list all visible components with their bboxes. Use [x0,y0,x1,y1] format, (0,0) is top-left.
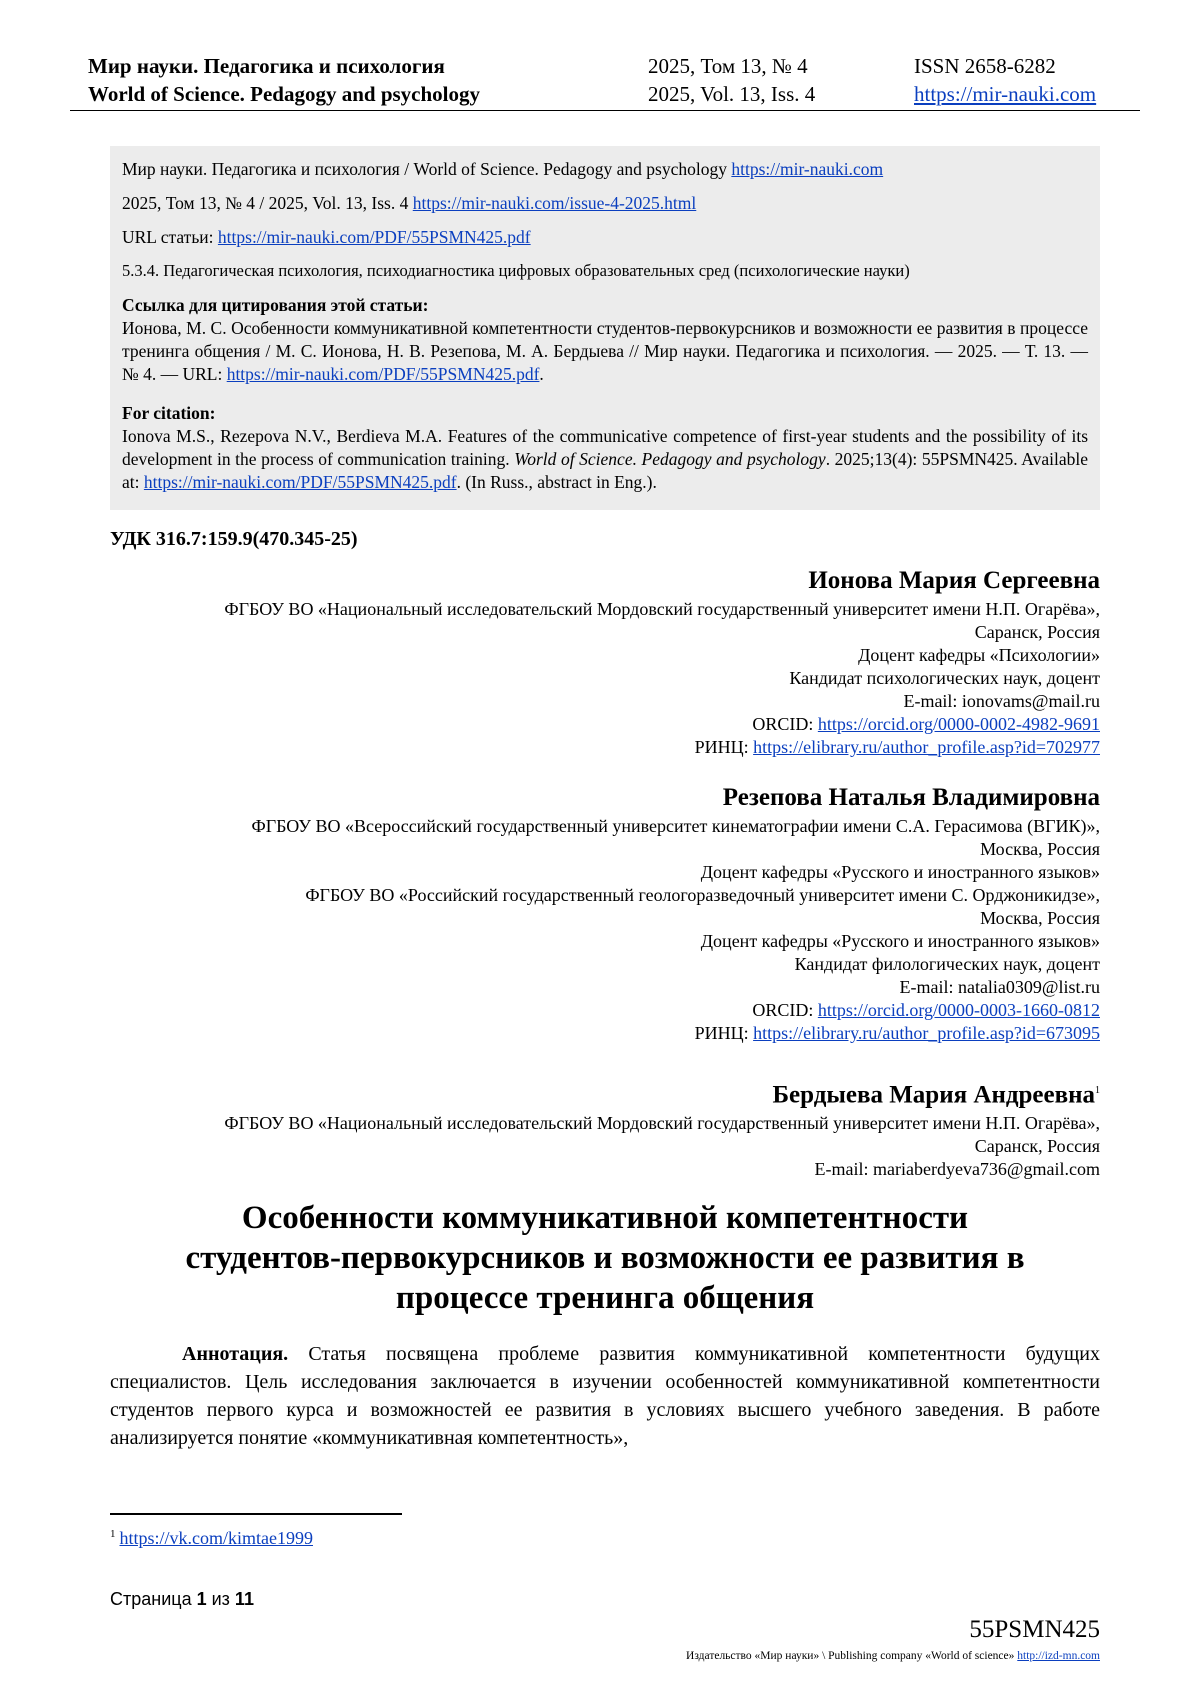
author-block-1 [224,564,1100,759]
orcid-link[interactable]: https://orcid.org/0000-0003-1660-0812 [817,1000,1100,1020]
author-email: E-mail: mariaberdyeva736@gmail.com [814,1159,1100,1180]
author-name: Ионова Мария Сергеевна [808,567,1100,594]
author-city: Саранск, Россия [974,622,1100,642]
title-line-2: студентов-первокурсников и возможности ее развития в [185,1240,1025,1276]
footnote-mark[interactable]: 1 [1095,1085,1100,1096]
author-degree: Кандидат филологических наук, доцент [794,954,1100,974]
author-block-3 [224,1074,1100,1181]
author-rinc [224,736,1100,759]
issn-block [914,52,1096,108]
info-issue-link[interactable]: https://mir-nauki.com/issue-4-2025.html [412,193,697,213]
abstract-label: Аннотация. [182,1343,289,1365]
citation-en-heading: For citation: [122,403,216,423]
info-issue-line [122,192,696,214]
info-journal-link[interactable]: https://mir-nauki.com [731,159,884,179]
page-middle: из [206,1589,235,1609]
info-specialty-line: 5.3.4. Педагогическая психология, психодиагностика цифровых образовательных сред (психологические науки) [122,261,910,280]
orcid-link[interactable]: https://orcid.org/0000-0002-4982-9691 [817,714,1100,734]
article-code: 55PSMN425 [969,1616,1100,1643]
rinc-link[interactable]: https://elibrary.ru/author_profile.asp?id=673095 [753,1023,1100,1043]
page-prefix: Страница [110,1589,197,1609]
page-counter [110,1589,254,1610]
info-journal-text: Мир науки. Педагогика и психология / World of Science. Pedagogy and psychology [122,159,732,179]
citation-ru-link[interactable]: https://mir-nauki.com/PDF/55PSMN425.pdf [226,364,540,384]
rinc-label: РИНЦ: [694,737,754,757]
issue-ru: 2025, Том 13, № 4 [648,54,808,78]
author-email: E-mail: natalia0309@list.ru [899,977,1100,997]
author-rinc [251,1022,1100,1045]
abstract-text: Статья посвящена проблеме развития коммуникативной компетентности будущих специалистов. Цель исследования заключается в изучении особенностей коммуникативной компетентности студентов первого курса и возможностей ее развития в условиях высшего учебного заведения. В работе анализируется понятие «коммуникативная компетентность», [110,1343,1100,1449]
citation-ru [122,294,1088,386]
citation-en-end: . (In Russ., abstract in Eng.). [456,472,657,492]
author-position: Доцент кафедры «Русского и иностранного языков» [700,862,1100,882]
site-link[interactable]: https://mir-nauki.com [914,82,1097,106]
orcid-label: ORCID: [752,714,818,734]
citation-en-link[interactable]: https://mir-nauki.com/PDF/55PSMN425.pdf [143,472,457,492]
info-issue-text: 2025, Том 13, № 4 / 2025, Vol. 13, Iss. 4 [122,193,413,213]
issue-en: 2025, Vol. 13, Iss. 4 [648,82,816,106]
author-orcid [224,713,1100,736]
author-affiliation: ФГБОУ ВО «Национальный исследовательский Мордовский государственный университет имени Н.П. Огарёва», [224,599,1100,619]
author-email: E-mail: ionovams@mail.ru [903,691,1100,711]
page-total: 11 [234,1589,254,1609]
info-article-link[interactable]: https://mir-nauki.com/PDF/55PSMN425.pdf [217,227,531,247]
author-affiliation: ФГБОУ ВО «Национальный исследовательский Мордовский государственный университет имени Н.П. Огарёва», [224,1113,1100,1134]
author-orcid [251,999,1100,1022]
author-name: Бердыева Мария Андреевна [772,1081,1095,1109]
author-block-2 [251,781,1100,1045]
journal-title-block [88,52,480,108]
info-journal-line [122,158,883,180]
article-info-box [110,146,1100,510]
info-url-line [122,226,531,248]
author-city-2: Москва, Россия [980,908,1100,928]
author-name: Резепова Наталья Владимировна [722,784,1100,811]
citation-ru-text: Ионова, М. С. Особенности коммуникативной компетентности студентов-первокурсников и возможности ее развития в процессе тренинга общения / М. С. Ионова, Н. В. Резепова, М. А. Бердыева // Мир науки. Педагогика и психология. — 2025. — Т. 13. — № 4. — URL: [122,318,1088,384]
issue-block [648,52,815,108]
footnote-link[interactable]: https://vk.com/kimtae1999 [119,1528,313,1548]
author-position-2: Доцент кафедры «Русского и иностранного языков» [700,931,1100,951]
author-affiliation-2: ФГБОУ ВО «Российский государственный геологоразведочный университет имени С. Орджоникидзе», [305,885,1100,905]
citation-en-text1: Ionova M.S., Rezepova N.V., Berdieva M.A. Features of the communicative competence of first-year students and the possibility of its development in the process of communication training. [122,426,1088,469]
author-city: Саранск, Россия [974,1136,1100,1157]
citation-ru-end: . [539,364,544,384]
publisher-line [686,1650,1100,1662]
info-url-label: URL статьи: [122,227,218,247]
rinc-link[interactable]: https://elibrary.ru/author_profile.asp?id=702977 [753,737,1100,757]
author-name-row [224,1074,1100,1112]
publisher-link[interactable]: http://izd-mn.com [1017,1650,1100,1662]
author-degree: Кандидат психологических наук, доцент [789,668,1100,688]
citation-en-text2: . 2025;13(4): 55PSMN425. Available at: [122,449,1089,492]
publisher-text: Издательство «Мир науки» \ Publishing company «World of science» [686,1650,1018,1662]
citation-en [122,402,1088,494]
article-title [110,1198,1100,1318]
footnote [110,1528,313,1549]
issn: ISSN 2658-6282 [914,54,1056,78]
author-city: Москва, Россия [980,839,1100,859]
orcid-label: ORCID: [752,1000,818,1020]
journal-title-en: World of Science. Pedagogy and psychology [88,82,481,106]
rinc-label: РИНЦ: [694,1023,754,1043]
running-header [70,52,1140,111]
footnote-number: 1 [110,1528,116,1540]
author-affiliation: ФГБОУ ВО «Всероссийский государственный университет кинематографии имени С.А. Герасимова (ВГИК)», [251,816,1100,836]
author-position: Доцент кафедры «Психологии» [858,645,1100,665]
title-line-3: процессе тренинга общения [395,1280,815,1316]
abstract-paragraph [110,1340,1100,1452]
page-current: 1 [196,1589,207,1609]
footnote-divider [110,1513,402,1515]
citation-en-journal: World of Science. Pedagogy and psychology [514,449,826,469]
title-line-1: Особенности коммуникативной компетентности [241,1200,969,1236]
udk-code: УДК 316.7:159.9(470.345-25) [110,528,358,550]
journal-title-ru: Мир науки. Педагогика и психология [88,54,445,78]
citation-ru-heading: Ссылка для цитирования этой статьи: [122,295,429,315]
